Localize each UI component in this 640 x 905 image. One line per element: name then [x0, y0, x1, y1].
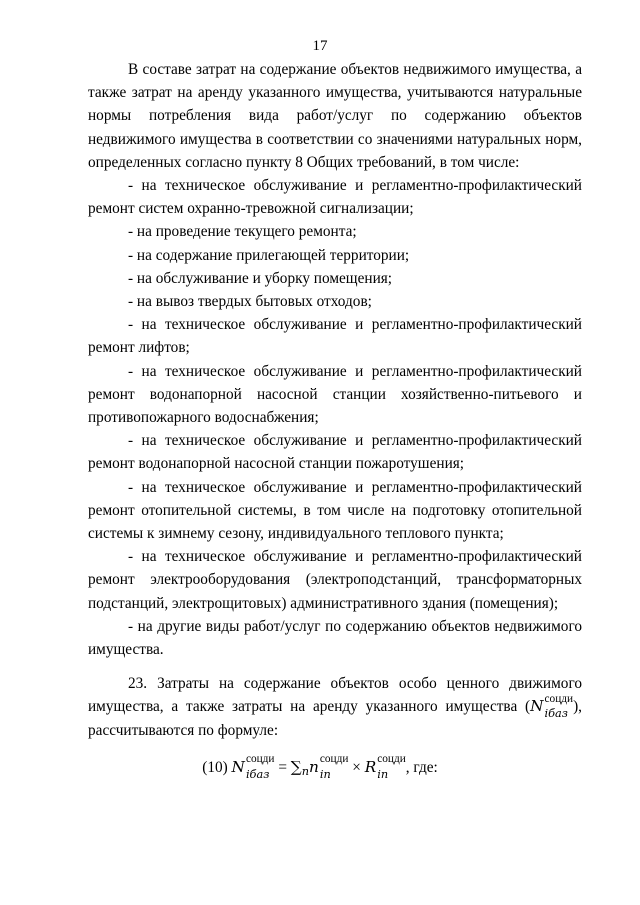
list-item: - на техническое обслуживание и регламентно-профилактический ремонт систем охранно-тревожной сигнализации; — [88, 177, 582, 218]
list-item: - на другие виды работ/услуг по содержанию объектов недвижимого имущества. — [88, 617, 582, 659]
formula-sum-symbol: ∑ — [290, 757, 302, 776]
list-item: - на техническое обслуживание и регламентно-профилактический ремонт отопительной системы, в том числе на подготовку отопительной системы к зимнему сезону, индивидуального теплового пункта; — [88, 478, 582, 543]
formula-suffix: , где: — [405, 758, 438, 776]
formula-number: (10) — [202, 758, 228, 776]
list-item: - на вывоз твердых бытовых отходов; — [128, 293, 372, 311]
inline-formula-n-ibaz — [530, 692, 574, 721]
formula-lhs-n-symbol: N — [231, 757, 245, 776]
page-number: 17 — [312, 38, 328, 54]
formula-r-term — [364, 753, 406, 781]
clause-23-tail: ), рассчитываются по формуле: — [88, 698, 582, 739]
formula-lhs-scripts — [245, 753, 275, 781]
formula-sum — [291, 758, 309, 776]
list-item: - на проведение текущего ремонта; — [128, 223, 357, 241]
formula-10 — [0, 753, 640, 781]
document-body — [88, 58, 582, 742]
formula-r-symbol: R — [364, 757, 377, 776]
list-item: - на техническое обслуживание и регламентно-профилактический ремонт водонапорной насосной станции пожаротушения; — [88, 432, 582, 473]
formula-lhs — [231, 753, 275, 781]
formula-n-term-symbol: n — [309, 757, 319, 776]
clause-23-text: 23. Затраты на содержание объектов особо ценного движимого имущества, а также затраты на аренду указанного имущества ( — [88, 675, 582, 716]
formula-n-term-scripts — [319, 753, 349, 781]
formula-r-scripts — [377, 753, 406, 781]
formula-times: × — [352, 758, 361, 776]
formula-r-superscript: соцди — [377, 753, 406, 765]
formula-n-term — [309, 753, 349, 781]
list-item: - на обслуживание и уборку помещения; — [128, 269, 393, 287]
clause-23-paragraph — [88, 672, 582, 742]
formula-n-symbol: N — [530, 697, 544, 716]
formula-n-superscript: соцди — [544, 692, 574, 705]
list-item: - на техническое обслуживание и регламентно-профилактический ремонт лифтов; — [88, 316, 582, 357]
formula-r-subscript: in — [377, 766, 389, 781]
formula-lhs-subscript: iбаз — [245, 766, 270, 781]
list-item: - на техническое обслуживание и регламентно-профилактический ремонт водонапорной насосной станции хозяйственно-питьевого и противопожарного водоснабжения; — [88, 362, 582, 427]
formula-n-subscript: iбаз — [544, 706, 568, 721]
intro-paragraph: В составе затрат на содержание объектов недвижимого имущества, а также затрат на аренду указанного имущества, учитываются натуральные нормы потребления вида работ/услуг по содержанию объектов недвижимого имущества в соответствии со значениями натуральных норм, определенных согласно пункту 8 Общих требований, в том числе: — [88, 61, 582, 171]
formula-equals: = — [278, 758, 287, 776]
formula-lhs-superscript: соцди — [245, 753, 275, 765]
formula-sum-subscript: n — [301, 763, 309, 778]
list-item: - на техническое обслуживание и регламентно-профилактический ремонт электрооборудования (электроподстанций, трансформаторных подстанций, электрощитовых) административного здания (помещения); — [88, 548, 582, 612]
list-item: - на содержание прилегающей территории; — [128, 246, 410, 264]
formula-n-term-superscript: соцди — [319, 753, 349, 765]
formula-n-scripts — [544, 692, 574, 721]
formula-n-term-subscript: in — [319, 766, 331, 781]
